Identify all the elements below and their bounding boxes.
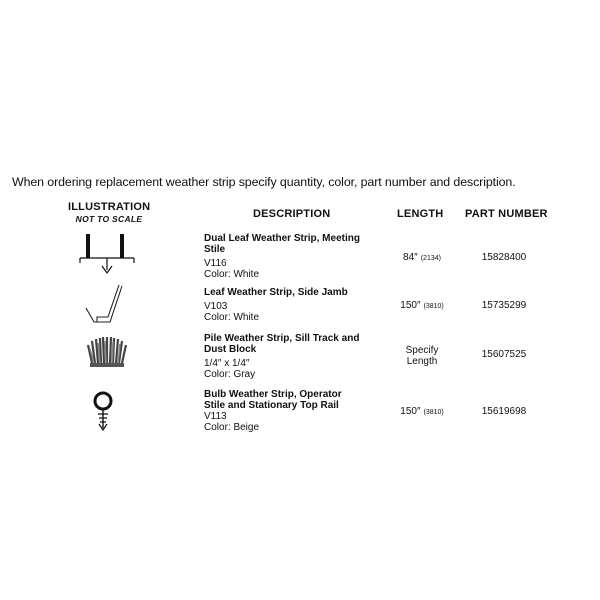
header-part-number: PART NUMBER bbox=[465, 208, 548, 220]
row-1-length-mm: (2134) bbox=[420, 255, 441, 262]
row-2-length bbox=[384, 300, 460, 312]
row-3-part-number: 15607525 bbox=[481, 349, 527, 360]
row-2-description bbox=[204, 287, 382, 323]
bulb-weather-strip-icon bbox=[88, 390, 118, 432]
row-4-length-mm: (3810) bbox=[423, 409, 444, 416]
row-4-name-line1: Bulb Weather Strip, Operator bbox=[204, 389, 342, 400]
row-4-length bbox=[384, 406, 460, 418]
row-3-description bbox=[204, 333, 382, 380]
pile-weather-strip-icon bbox=[84, 335, 130, 371]
row-4-length-in: 150″ bbox=[400, 406, 421, 417]
row-2-name-line1: Leaf Weather Strip, Side Jamb bbox=[204, 287, 348, 298]
row-4-name-line2: Stile and Stationary Top Rail bbox=[204, 400, 339, 411]
row-3-color: Color: Gray bbox=[204, 369, 256, 380]
header-illustration-label: ILLUSTRATION bbox=[68, 201, 151, 213]
row-3-size: 1/4″ x 1/4″ bbox=[204, 358, 250, 369]
header-description: DESCRIPTION bbox=[253, 208, 331, 220]
header-length: LENGTH bbox=[397, 208, 444, 220]
side-jamb-weather-strip-icon bbox=[80, 280, 132, 328]
row-3-length bbox=[384, 345, 460, 367]
row-1-part-number: 15828400 bbox=[481, 252, 527, 263]
row-2-length-mm: (3810) bbox=[423, 303, 444, 310]
row-3-name-line2: Dust Block bbox=[204, 344, 257, 355]
row-4-part-number: 15619698 bbox=[481, 406, 527, 417]
row-1-name-line1: Dual Leaf Weather Strip, Meeting bbox=[204, 233, 360, 244]
header-not-to-scale: NOT TO SCALE bbox=[75, 214, 143, 224]
row-2-part-number: 15735299 bbox=[481, 300, 527, 311]
row-1-color: Color: White bbox=[204, 269, 260, 280]
row-4-description bbox=[204, 389, 382, 433]
header-illustration bbox=[68, 201, 150, 225]
row-1-description bbox=[204, 233, 382, 280]
dual-leaf-weather-strip-icon bbox=[72, 230, 142, 276]
row-1-length-in: 84″ bbox=[403, 252, 418, 263]
row-1-length bbox=[384, 252, 460, 264]
row-3-name-line1: Pile Weather Strip, Sill Track and bbox=[204, 333, 360, 344]
row-3-length-line1: Specify bbox=[405, 345, 439, 356]
row-4-code: V113 bbox=[204, 411, 227, 422]
row-1-code: V116 bbox=[204, 258, 227, 269]
row-3-length-line2: Length bbox=[406, 356, 438, 367]
row-4-color: Color: Beige bbox=[204, 422, 260, 433]
row-2-color: Color: White bbox=[204, 312, 260, 323]
row-2-code: V103 bbox=[204, 301, 228, 312]
row-1-name-line2: Stile bbox=[204, 244, 226, 255]
row-2-length-in: 150″ bbox=[400, 300, 421, 311]
intro-text: When ordering replacement weather strip specify quantity, color, part number and description. bbox=[12, 175, 516, 189]
